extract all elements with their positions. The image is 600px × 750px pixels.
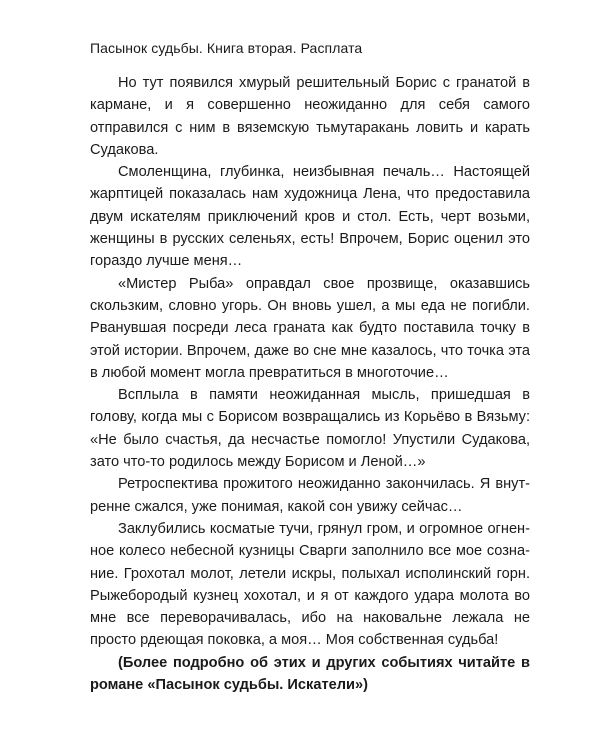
body-text [90,72,530,696]
paragraph: Смоленщина, глубинка, неизбывная печаль… Настоящей жарптицей показалась нам художница Лена, что предоставила двум искателям приключений кров и стол. Есть, черт возьми, женщины в русских селеньях, есть! Впрочем, Борис оценил это гораздо лучше меня… [90,164,530,270]
bold-note-paragraph: (Более подробно об этих и других событиях читайте в романе «Пасынок судьбы. Искатели») [90,654,530,694]
paragraph: Но тут появился хмурый решительный Борис с гранатой в кармане, и я совершенно неожиданно для себя самого отправился с ним в вяземскую тьмутаракань ловить и карать Судакова. [90,75,530,158]
paragraph: Ретроспектива прожитого неожиданно закончилась. Я внутренне сжался, уже понимая, какой сон увижу сейчас… [90,476,530,515]
paragraph: «Мистер Рыба» оправдал свое прозвище, оказавшись скользким, словно угорь. Он вновь ушел, а мы еда не погибли. Рванувшая посреди леса граната как будто поставила точку в этой истории. Впрочем, даже во сне мне казалось, что точка эта в любой момент могла превратиться в многоточие… [90,275,530,381]
paragraph: Всплыла в памяти неожиданная мысль, пришедшая в голову, когда мы с Борисом возвращались из Корьёво в Вязьму: «Не было счастья, да несчастье помогло! Упустили Судакова, зато что-то родилось между Борисом и Леной…» [90,387,530,471]
book-page [90,38,530,696]
paragraph: Заклубились косматые тучи, грянул гром, и огромное огненное колесо небесной кузницы Сварги заполнило все мое сознание. Грохотал молот, летели искры, полыхал исполинский горн. Рыжебородый кузнец хохотал, и я от каждого удара молота во мне все переворачивалась, ибо на наковальне лежала не просто рдеющая поковка, а моя… Моя собственная судьба! [90,520,530,649]
running-title: Пасынок судьбы. Книга вторая. Расплата [90,40,363,56]
